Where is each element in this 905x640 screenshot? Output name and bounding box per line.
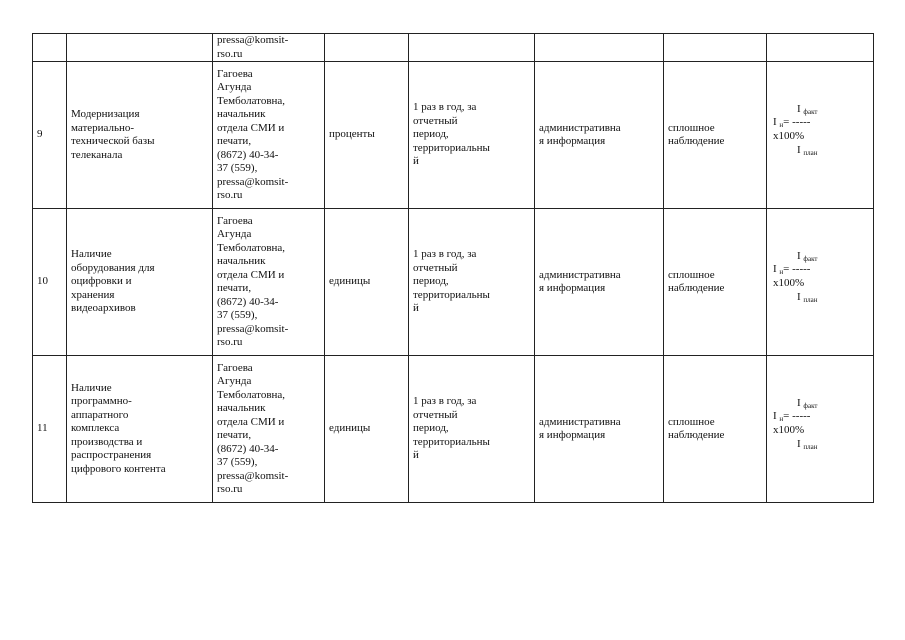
indicator-name (67, 62, 213, 209)
text-line: я информация (539, 429, 606, 441)
text-line: я информация (539, 135, 606, 147)
text-line: административна (539, 415, 621, 428)
text-line: 1 раз в год, за (413, 101, 477, 114)
text-line: отчетный (413, 408, 458, 421)
cell-name (67, 34, 213, 62)
formula-part: I (773, 410, 777, 422)
text-line: 37 (559), (217, 162, 258, 174)
formula-percent (773, 130, 804, 142)
text-line: отдела СМИ и (217, 415, 285, 428)
text-line: территориальны (413, 435, 490, 448)
text-line: цифрового контента (71, 462, 166, 475)
observation-method (664, 209, 767, 356)
text-line: (8672) 40-34- (217, 442, 279, 455)
formula-part: = ----- (783, 116, 811, 128)
cell-text: единицы (329, 275, 371, 288)
text-line: rso.ru (217, 336, 243, 348)
formula-part: x100% (773, 277, 805, 289)
text-line: Темболатовна, (217, 388, 286, 401)
cell-period (409, 34, 535, 62)
text-line: 37 (559), (217, 309, 258, 321)
text-line: Агунда (217, 228, 252, 240)
collection-period (409, 356, 535, 503)
text-line: rso.ru (217, 483, 243, 495)
data-source (535, 62, 664, 209)
text-line: аппаратного (71, 408, 129, 421)
formula-part: н (779, 415, 784, 423)
text-line: Гагоева (217, 361, 253, 374)
calculation-formula (767, 356, 874, 503)
formula-part: н (779, 268, 784, 276)
responsible-contact (213, 356, 325, 503)
text-line: й (413, 449, 419, 462)
text-line: pressa@komsit- (217, 469, 289, 482)
text-line: территориальны (413, 141, 490, 154)
text-line: распространения (71, 449, 152, 462)
text-line: оборудования для (71, 261, 155, 274)
text-line: отчетный (413, 114, 458, 127)
text-line: Модернизация (71, 108, 140, 120)
unit-of-measure (325, 209, 409, 356)
text-line: 1 раз в год, за (413, 395, 477, 408)
formula-part: план (803, 296, 818, 304)
formula-part: I (773, 263, 777, 275)
cell-text: проценты (329, 128, 375, 141)
text-line: программно- (71, 395, 132, 408)
formula-denominator (797, 438, 818, 453)
cell-formula (767, 34, 874, 62)
formula-part: н (779, 121, 784, 129)
row-number (33, 62, 67, 209)
text-line: Агунда (217, 375, 252, 387)
indicator-name (67, 209, 213, 356)
text-line: комплекса (71, 422, 120, 435)
text-line: сплошное (668, 268, 715, 281)
formula-part: I (797, 144, 801, 156)
text-line: rso.ru (217, 189, 243, 201)
text-line: отчетный (413, 261, 458, 274)
row-number (33, 209, 67, 356)
text-line: Наличие (71, 248, 112, 261)
observation-method (664, 62, 767, 209)
text-line: Наличие (71, 381, 112, 394)
text-line: (8672) 40-34- (217, 295, 279, 308)
formula-part: = ----- (783, 263, 811, 275)
text-line: pressa@komsit- (217, 175, 289, 188)
cell-source (535, 34, 664, 62)
unit-of-measure (325, 62, 409, 209)
cell-text: 11 (37, 422, 48, 435)
text-line: период, (413, 275, 449, 288)
formula-percent (773, 277, 804, 289)
table-row (33, 62, 874, 209)
indicator-name (67, 356, 213, 503)
formula-part: I (797, 103, 801, 115)
text-line: территориальны (413, 288, 490, 301)
data-source (535, 356, 664, 503)
formula-part: I (797, 397, 801, 409)
collection-period (409, 209, 535, 356)
text-line: период, (413, 422, 449, 435)
contact-line: pressa@komsit- (217, 34, 289, 46)
text-line: наблюдение (668, 429, 725, 441)
cell-num (33, 34, 67, 62)
text-line: Темболатовна, (217, 241, 286, 254)
table-row (33, 356, 874, 503)
text-line: й (413, 155, 419, 168)
text-line: 1 раз в год, за (413, 248, 477, 261)
calculation-formula (767, 62, 874, 209)
calculation-formula (767, 209, 874, 356)
text-line: (8672) 40-34- (217, 148, 279, 161)
cell-method (664, 34, 767, 62)
table-row (33, 209, 874, 356)
text-line: 37 (559), (217, 456, 258, 468)
text-line: печати, (217, 282, 252, 294)
formula-lhs (773, 410, 810, 425)
text-line: Гагоева (217, 214, 253, 227)
cell-text: единицы (329, 422, 371, 435)
formula-part: = ----- (783, 410, 811, 422)
responsible-contact (213, 209, 325, 356)
text-line: телеканала (71, 148, 123, 161)
text-line: Гагоева (217, 67, 253, 80)
responsible-contact (213, 62, 325, 209)
cell-text: 9 (37, 128, 43, 141)
text-line: Темболатовна, (217, 94, 286, 107)
text-line: сплошное (668, 415, 715, 428)
formula (771, 397, 867, 461)
formula-part: план (803, 149, 818, 157)
text-line: отдела СМИ и (217, 121, 285, 134)
text-line: административна (539, 121, 621, 134)
text-line: хранения (71, 288, 115, 301)
text-line: отдела СМИ и (217, 268, 285, 281)
formula-part: x100% (773, 130, 805, 142)
formula-percent (773, 424, 804, 436)
text-line: й (413, 302, 419, 315)
text-line: начальник (217, 108, 266, 120)
text-line: сплошное (668, 121, 715, 134)
text-line: административна (539, 268, 621, 281)
formula-part: факт (803, 402, 818, 410)
formula-lhs (773, 263, 810, 278)
formula-lhs (773, 116, 810, 131)
formula-part: I (797, 438, 801, 450)
formula (771, 250, 867, 314)
unit-of-measure (325, 356, 409, 503)
text-line: технической базы (71, 135, 155, 147)
text-line: наблюдение (668, 135, 725, 147)
formula-part: факт (803, 108, 818, 116)
formula-part: факт (803, 255, 818, 263)
text-line: наблюдение (668, 282, 725, 294)
formula (771, 103, 867, 167)
text-line: печати, (217, 135, 252, 147)
observation-method (664, 356, 767, 503)
text-line: печати, (217, 429, 252, 441)
formula-denominator (797, 144, 818, 159)
indicators-table (32, 33, 874, 503)
data-source (535, 209, 664, 356)
collection-period (409, 62, 535, 209)
text-line: pressa@komsit- (217, 322, 289, 335)
text-line: начальник (217, 402, 266, 414)
text-line: материально- (71, 121, 135, 134)
cell-contact (213, 34, 325, 62)
text-line: оцифровки и (71, 275, 132, 288)
text-line: производства и (71, 435, 143, 448)
formula-part: I (773, 116, 777, 128)
text-line: я информация (539, 282, 606, 294)
formula-denominator (797, 291, 818, 306)
text-line: Агунда (217, 81, 252, 93)
table-row-continuation (33, 34, 874, 62)
cell-text: 10 (37, 275, 48, 288)
formula-part: I (797, 291, 801, 303)
contact-line: rso.ru (217, 47, 243, 60)
formula-part: x100% (773, 424, 805, 436)
text-line: начальник (217, 255, 266, 267)
formula-part: план (803, 443, 818, 451)
text-line: период, (413, 128, 449, 141)
cell-unit (325, 34, 409, 62)
row-number (33, 356, 67, 503)
text-line: видеоархивов (71, 302, 136, 315)
formula-part: I (797, 250, 801, 262)
